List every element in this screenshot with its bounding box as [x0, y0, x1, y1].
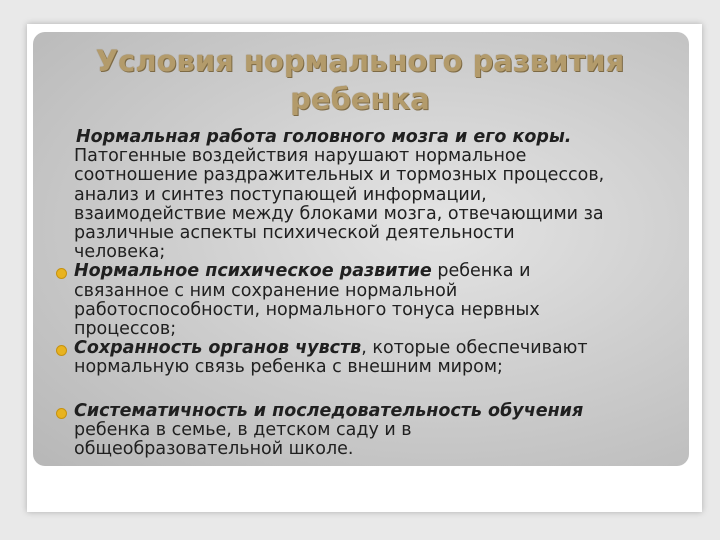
item-line: взаимодействие между блоками мозга, отвечающими за — [74, 203, 604, 224]
item-line: Патогенные воздействия нарушают нормальное — [74, 146, 527, 167]
bullet-icon — [56, 345, 67, 356]
item-line — [74, 339, 681, 358]
plain-text: , которые обеспечивают — [361, 338, 588, 359]
title-line-2: ребенка — [290, 82, 430, 116]
item-line — [74, 402, 681, 421]
item-line: нормальную связь ребенка с внешним миром; — [74, 357, 503, 378]
bullet-icon — [56, 268, 67, 279]
item-line: процессов; — [74, 319, 177, 340]
item-line: связанное с ним сохранение нормальной — [74, 280, 458, 301]
item-line — [74, 262, 681, 281]
item-line: общеобразовательной школе. — [74, 439, 354, 460]
item-line — [74, 128, 681, 147]
spacer — [56, 378, 681, 402]
title-line-1: Условия нормального развития — [95, 44, 625, 78]
emphasis-text: Нормальное психическое развитие — [74, 261, 432, 282]
slide-body — [56, 128, 681, 459]
list-item — [56, 262, 681, 339]
list-item — [56, 128, 681, 262]
item-line: анализ и синтез поступающей информации, — [74, 184, 487, 205]
item-line: различные аспекты психической деятельности — [74, 223, 515, 244]
plain-text: ребенка и — [431, 261, 531, 282]
item-line: человека; — [74, 242, 166, 263]
list-item — [56, 402, 681, 460]
list-item — [56, 339, 681, 377]
bullet-icon — [56, 408, 67, 419]
emphasis-text: Сохранность органов чувств — [74, 338, 362, 359]
emphasis-text: Нормальная работа головного мозга и его коры. — [76, 127, 572, 147]
item-line: соотношение раздражительных и тормозных процессов, — [74, 165, 605, 186]
item-line: работоспособности, нормального тонуса нервных — [74, 299, 540, 320]
item-line: ребенка в семье, в детском саду и в — [74, 419, 412, 440]
slide-title — [40, 42, 680, 118]
emphasis-text: Систематичность и последовательность обучения — [74, 400, 584, 421]
